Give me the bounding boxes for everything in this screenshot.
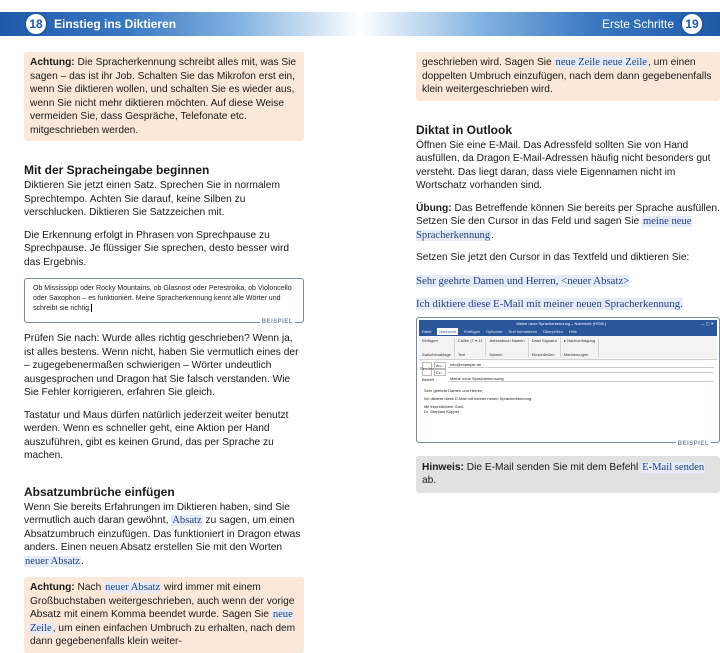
paragraph xyxy=(24,501,304,569)
to-field[interactable]: info@example.de xyxy=(448,362,714,368)
hint-label: Hinweis: xyxy=(422,461,464,473)
dictation-line xyxy=(416,297,720,311)
ribbon-button-label: Datei Signatur xyxy=(531,337,557,343)
right-page xyxy=(360,0,720,486)
warning-box-continued xyxy=(416,52,720,101)
page-number: 19 xyxy=(680,12,704,36)
dictation-line xyxy=(416,274,720,288)
tab-ueberpruefen[interactable]: Überprüfen xyxy=(542,329,563,334)
text-run: Die E-Mail senden Sie mit dem Befehl xyxy=(463,461,642,473)
warning-label: Achtung: xyxy=(30,582,75,593)
address-fields xyxy=(434,362,714,376)
text-run: . xyxy=(81,555,84,567)
voice-command: meine neue Spracherkennung xyxy=(416,216,692,241)
text-run: ab. xyxy=(422,475,437,486)
paragraph: Setzen Sie jetzt den Cursor in das Textfeld und diktieren Sie: xyxy=(416,252,690,263)
paragraph: Die Erkennung erfolgt in Phrasen von Sprechpause zu Sprechpause. Je flüssiger Sie sprechen, desto besser wird das Ergebnis. xyxy=(24,229,290,268)
tab-nachricht[interactable]: Nachricht xyxy=(439,329,457,334)
text-run: wird immer mit einem Großbuchstaben weitergeschrieben, auch wenn der vorige Absatz mit einem Komma beendet wurde. Sagen Sie xyxy=(30,582,295,620)
subject-label: Betreff xyxy=(422,376,434,382)
ribbon-group[interactable] xyxy=(422,338,455,357)
tab-datei[interactable]: Datei xyxy=(422,329,432,334)
ribbon-button-label: ▸ Nachverfolgung xyxy=(563,337,596,343)
send-button[interactable]: Senden xyxy=(422,362,432,376)
to-row xyxy=(434,362,714,369)
text-run: , um einen einfachen Umbruch zu erhalten, nach dem dann gegebenenfalls klein weiter- xyxy=(30,622,296,647)
ribbon-group-label: Markierungen xyxy=(563,351,589,357)
body-line: Ich diktiere diese E-Mail mit meiner neuen Spracherkennung. xyxy=(424,395,533,401)
text-run: Wenn Sie bereits Erfahrungen im Diktieren haben, sind Sie vermutlich auch daran gewöhnt, xyxy=(24,501,290,526)
paragraph: Öffnen Sie eine E-Mail. Das Adressfeld sollten Sie von Hand ausfüllen, da Dragon E-Mail-Adressen häufig nicht besonders gut versteht. Das liegt daran, dass viele Eigennamen nicht im Wortschatz vorhanden sind. xyxy=(416,139,711,191)
ribbon-button-label: Einfügen xyxy=(422,337,438,343)
subject-field[interactable]: Meine neue Spracherkennung xyxy=(448,376,714,382)
cc-row xyxy=(434,369,714,376)
dictation-text: Sehr geehrte Damen und Herren, <neuer Absatz> xyxy=(416,274,630,287)
left-page-header xyxy=(0,12,360,36)
outlook-screenshot xyxy=(416,317,720,447)
hint-box xyxy=(416,456,720,493)
message-body[interactable] xyxy=(419,385,717,420)
tab-optionen[interactable]: Optionen xyxy=(486,329,503,334)
outlook-ribbon xyxy=(419,336,717,360)
text-run: . xyxy=(491,229,494,241)
outlook-tabs xyxy=(419,328,717,336)
text-cursor xyxy=(91,304,92,312)
voice-command: neuer Absatz xyxy=(105,582,161,593)
ribbon-button-label: Calibri (T ▾ 11 xyxy=(457,337,483,343)
outlook-window-title: Meine neue Spracherkennung – Nachricht (HTML) xyxy=(516,321,607,326)
body-line: Sehr geehrte Damen und Herren, xyxy=(424,387,484,393)
voice-command: neue Zeile xyxy=(30,609,293,634)
ribbon-group[interactable] xyxy=(489,338,528,357)
example-box xyxy=(24,278,304,323)
ribbon-button-label: Adressbuch Namen xyxy=(489,337,525,343)
text-run: geschrieben wird. Sagen Sie xyxy=(422,57,555,68)
header-fields xyxy=(422,362,714,376)
chapter-title: Erste Schritte xyxy=(601,17,674,31)
left-content xyxy=(24,52,304,653)
warning-label: Achtung: xyxy=(30,57,75,68)
text-run: , um einen doppelten Umbruch einzufügen, nach dem dann gegebenenfalls klein weitergeschrieben wird. xyxy=(422,57,712,95)
ribbon-group[interactable] xyxy=(458,338,487,357)
voice-command: neue Zeile neue Zeile xyxy=(555,57,647,68)
ribbon-group-label: Text xyxy=(457,351,466,357)
warning-box xyxy=(24,52,304,141)
ribbon-group-label: Zwischenablage xyxy=(422,351,451,357)
left-page xyxy=(0,0,360,647)
voice-command: neuer Absatz xyxy=(25,555,81,567)
ribbon-group[interactable] xyxy=(532,338,561,357)
section-heading: Diktat in Outlook xyxy=(416,122,512,137)
tab-einfuegen[interactable]: Einfügen xyxy=(464,329,481,334)
paragraph: Tastatur und Maus dürfen natürlich jederzeit weiter benutzt werden. Wenn es schneller geht, eine Aktion per Hand auszuführen, gibt es keinen Grund, das per Sprache zu machen. xyxy=(24,409,289,461)
text-run: Das Betreffende können Sie bereits per Sprache ausfüllen. Setzen Sie den Cursor in das Feld und sagen Sie xyxy=(416,202,720,227)
example-label: BEISPIEL xyxy=(677,440,709,447)
body-line: Dr. Stephan Küpper xyxy=(424,408,460,414)
warning-box xyxy=(24,577,304,653)
chapter-title: Einstieg ins Diktieren xyxy=(54,17,177,31)
body-line: Mit freundlichem Gruß xyxy=(424,403,464,409)
voice-command: E-Mail senden xyxy=(642,461,705,473)
right-page-header xyxy=(360,12,720,36)
section-heading: Absatzumbrüche einfügen xyxy=(24,484,175,499)
message-header xyxy=(419,360,717,385)
cc-button[interactable]: Cc... xyxy=(435,369,445,375)
page-number: 18 xyxy=(24,12,48,36)
right-content xyxy=(416,52,720,493)
paragraph xyxy=(416,202,720,243)
text-run: Nach xyxy=(74,582,105,593)
window-controls-icon[interactable]: — ▢ ✕ xyxy=(700,321,714,326)
section-heading: Mit der Spracheingabe beginnen xyxy=(24,163,210,177)
subject-row xyxy=(422,376,714,383)
example-text: Ob Mississippi oder Rocky Mountains, ob Glasnost oder Perestroika, ob Violoncello oder Saxophon – es funktioniert. Meine Spracherkennung kennt alle Wörter und schreibt sie richtig. xyxy=(33,285,292,312)
voice-command: Absatz xyxy=(172,515,202,526)
ribbon-group[interactable] xyxy=(564,338,599,357)
tab-text-formatieren[interactable]: Text formatieren xyxy=(508,329,537,334)
text-run: zu sagen, um einen Absatzumbruch einzufügen. Das funktioniert in Dragon etwas anders. Einen neuen Absatz erstellen Sie mit den Worten xyxy=(24,515,301,553)
to-button[interactable]: An... xyxy=(435,362,445,368)
ribbon-group-label: Namen xyxy=(489,351,503,357)
tab-hilfe[interactable]: Hilfe xyxy=(568,329,577,334)
ribbon-group-label: Einschließen xyxy=(531,351,555,357)
outlook-titlebar xyxy=(419,320,717,328)
paragraph: Diktieren Sie jetzt einen Satz. Sprechen Sie in normalem Sprechtempo. Achten Sie darauf, keine Silben zu verschlucken. Diktieren Sie Satzzeichen mit. xyxy=(24,180,280,218)
cc-field[interactable] xyxy=(448,372,714,373)
outlook-window xyxy=(419,320,717,440)
dictation-text: Ich diktiere diese E-Mail mit meiner neuen Spracherkennung. xyxy=(416,297,683,310)
example-label: BEISPIEL xyxy=(261,319,293,325)
warning-text: Die Spracherkennung schreibt alles mit, was Sie sagen – das ist ihr Job. Schalten Sie das Mikrofon erst ein, wenn Sie diktieren wollen, und schalten Sie es wieder aus, wenn Sie nicht mehr diktieren möchten. Auf diese Weise vermeiden Sie, dass Gespräche, Telefonate etc. mitgeschrieben werden. xyxy=(30,57,297,136)
exercise-label: Übung: xyxy=(416,202,452,214)
paragraph: Prüfen Sie nach: Wurde alles richtig geschrieben? Wenn ja, ist alles bestens. Wenn nicht, haben Sie vermutlich eines der – zugegebenermaßen schwierigen – Wörter undeutlich ausgesprochen und Dragon hat Sie falsch verstanden. Wie Sie Fehler korrigieren, erfahren Sie gleich. xyxy=(24,333,299,398)
